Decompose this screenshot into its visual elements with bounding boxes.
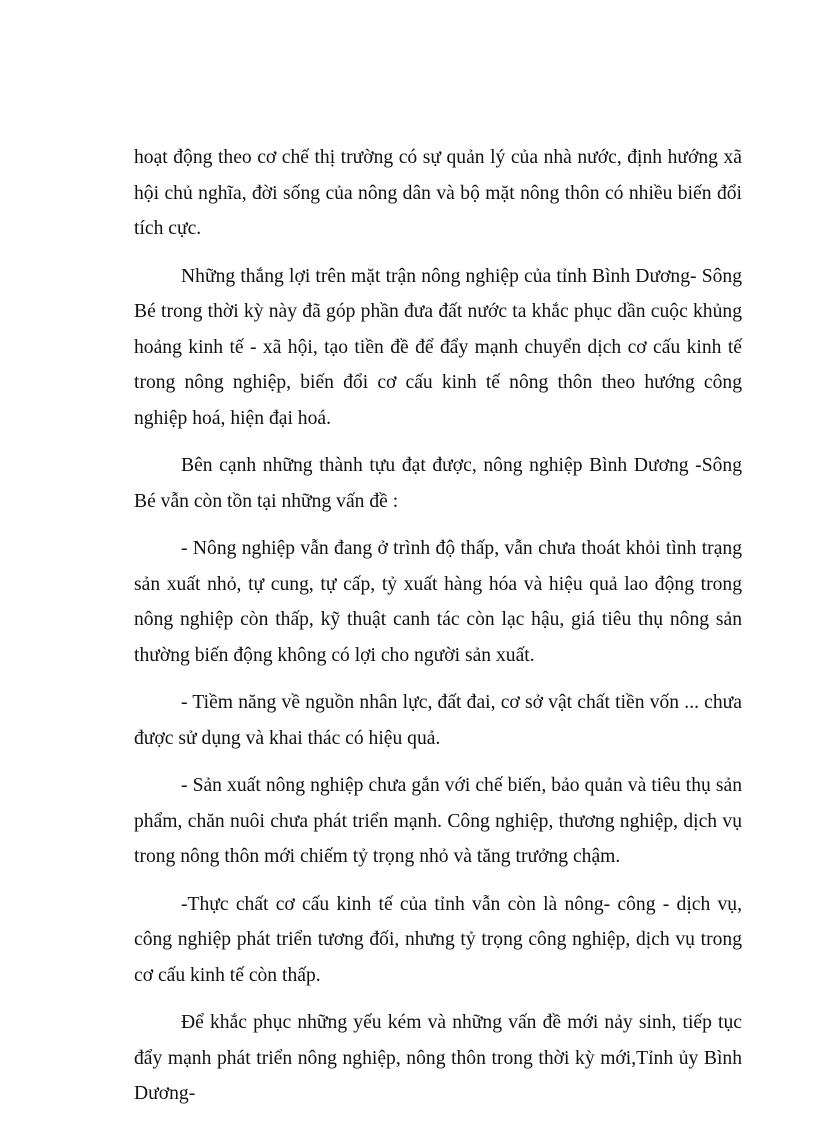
paragraph-8: Để khắc phục những yếu kém và những vấn đề mới nảy sinh, tiếp tục đẩy mạnh phát triển nông nghiệp, nông thôn trong thời kỳ mới,Tỉnh ủy Bình Dương- [134,1012,742,1104]
paragraph-1: hoạt động theo cơ chế thị trường có sự quản lý của nhà nước, định hướng xã hội chủ nghĩa, đời sống của nông dân và bộ mặt nông thôn có nhiều biến đổi tích cực. [134,147,742,239]
paragraph-3: Bên cạnh những thành tựu đạt được, nông nghiệp Bình Dương -Sông Bé vẫn còn tồn tại những vấn đề : [134,455,742,512]
paragraph-2: Những thắng lợi trên mặt trận nông nghiệp của tỉnh Bình Dương- Sông Bé trong thời kỳ này đã góp phần đưa đất nước ta khắc phục dần cuộc khủng hoảng kinh tế - xã hội, tạo tiền đề để đẩy mạnh chuyển dịch cơ cấu kinh tế trong nông nghiệp, biến đổi cơ cấu kinh tế nông thôn theo hướng công nghiệp hoá, hiện đại hoá. [134,265,742,429]
document-page [134,140,742,1124]
paragraph-4: - Nông nghiệp vẫn đang ở trình độ thấp, vẫn chưa thoát khỏi tình trạng sản xuất nhỏ, tự cung, tự cấp, tỷ xuất hàng hóa và hiệu quả lao động trong nông nghiệp còn thấp, kỹ thuật canh tác còn lạc hậu, giá tiêu thụ nông sản thường biến động không có lợi cho người sản xuất. [134,538,742,666]
paragraph-5: - Tiềm năng về nguồn nhân lực, đất đai, cơ sở vật chất tiền vốn ... chưa được sử dụng và khai thác có hiệu quả. [134,692,742,749]
paragraph-7: -Thực chất cơ cấu kinh tế của tỉnh vẫn còn là nông- công - dịch vụ, công nghiệp phát triển tương đối, nhưng tỷ trọng công nghiệp, dịch vụ trong cơ cấu kinh tế còn thấp. [134,893,742,986]
paragraph-6: - Sản xuất nông nghiệp chưa gắn với chế biến, bảo quản và tiêu thụ sản phẩm, chăn nuôi chưa phát triển mạnh. Công nghiệp, thương nghiệp, dịch vụ trong nông thôn mới chiếm tỷ trọng nhỏ và tăng trưởng chậm. [134,775,742,867]
